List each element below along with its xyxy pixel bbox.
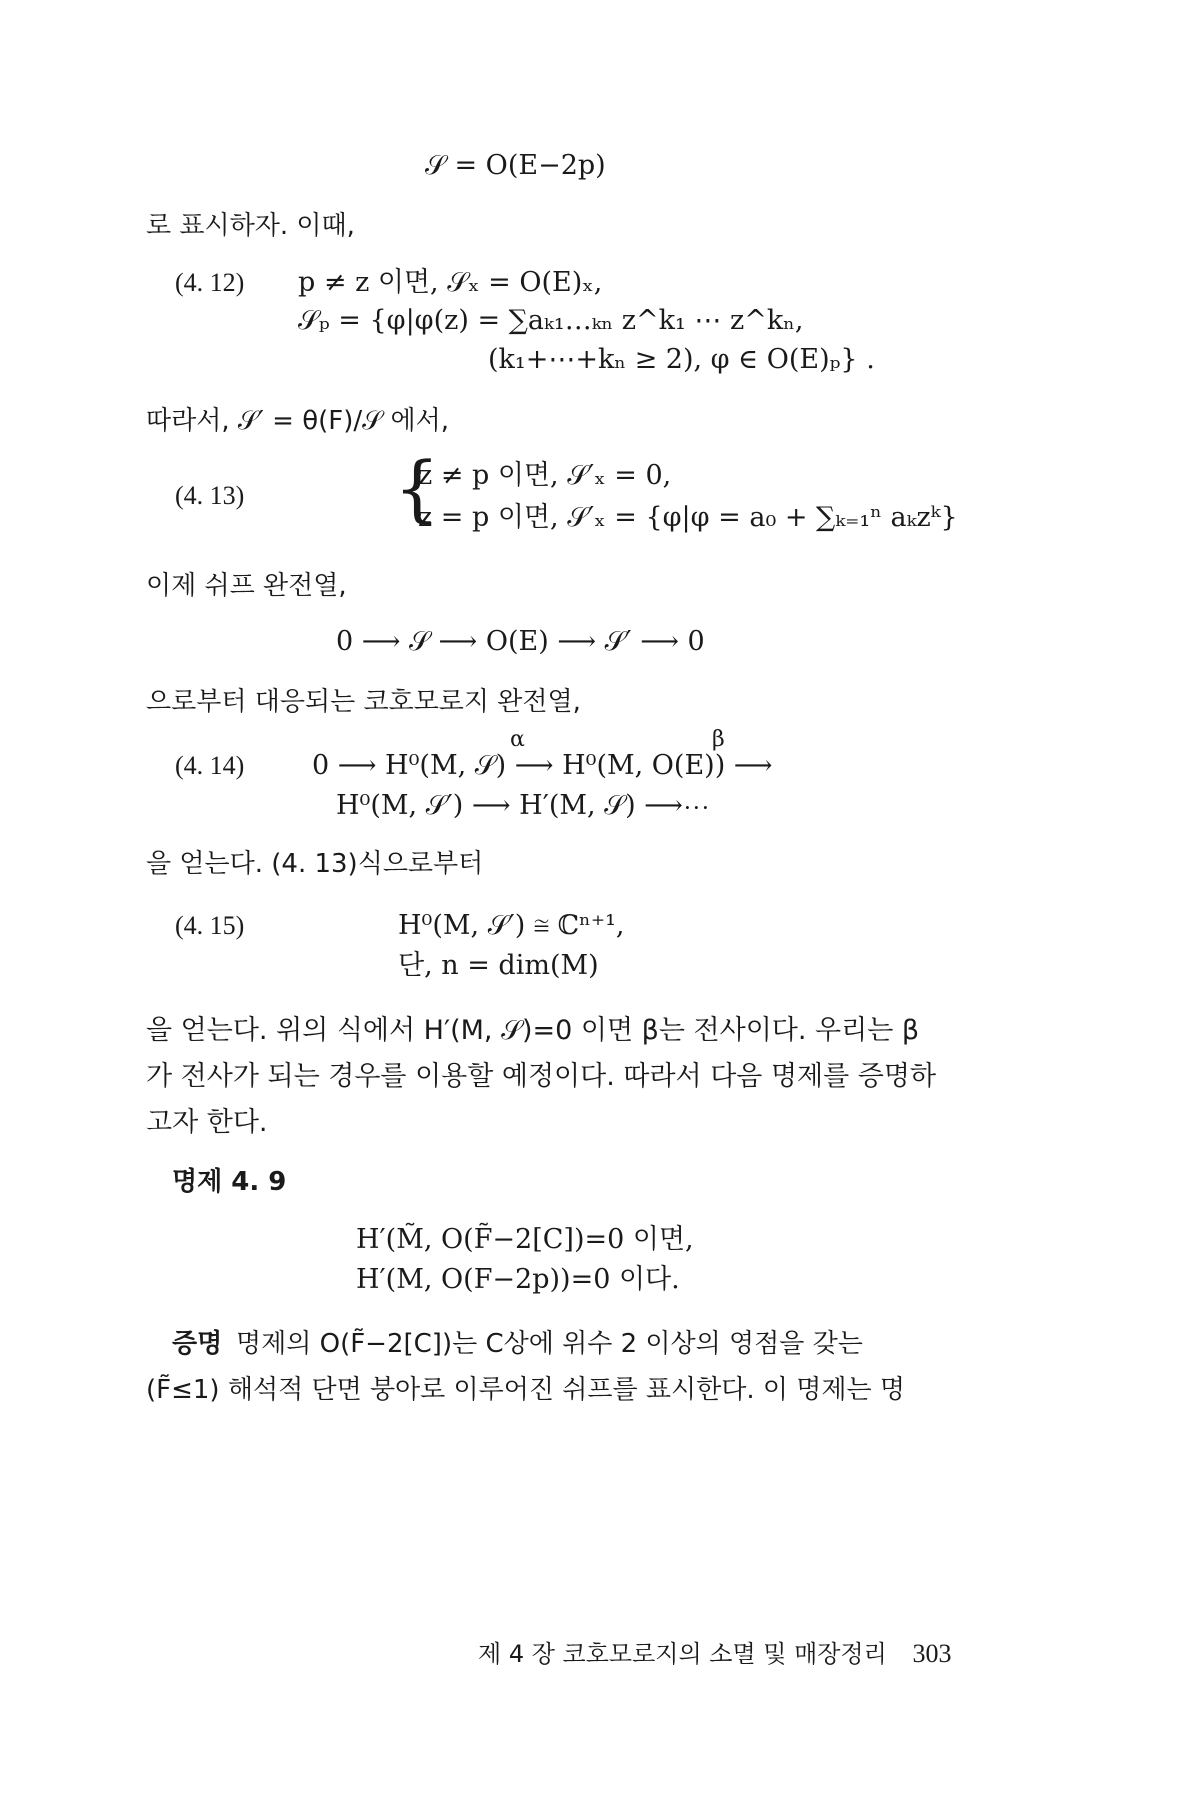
equation-line: z = p 이면, 𝒮′ₓ = {φ|φ = a₀ + ∑ₖ₌₁ⁿ aₖzᵏ} (418, 502, 958, 533)
paragraph (146, 1008, 1031, 1146)
equation-label: (4. 15) (175, 911, 245, 940)
equation-label: (4. 14) (175, 751, 245, 780)
proposition-line: H′(M̃, O(F̃−2[C])=0 이면, (356, 1224, 694, 1255)
equation-line: p ≠ z 이면, 𝒮ₓ = O(E)ₓ, (298, 267, 603, 298)
text-line: 이제 쉬프 완전열, (146, 571, 347, 601)
alpha-label: α (510, 727, 525, 752)
paragraph-line: 고자 한다. (146, 1107, 268, 1138)
equation-line: 단, n = dim(M) (398, 950, 599, 981)
page-footer (478, 1634, 951, 1669)
left-brace: { (394, 446, 440, 530)
proposition-line: H′(M, O(F−2p))=0 이다. (356, 1264, 680, 1295)
equation-line: z ≠ p 이면, 𝒮′ₓ = 0, (418, 460, 672, 491)
exact-sequence: 0 ⟶ 𝒮 ⟶ O(E) ⟶ 𝒮′ ⟶ 0 (336, 626, 705, 657)
text-line: 을 얻는다. (4. 13)식으로부터 (146, 849, 484, 879)
beta-label: β (712, 727, 725, 752)
proposition-heading: 명제 4. 9 (172, 1167, 287, 1197)
proof-label: 증명 (172, 1329, 223, 1359)
text-line: 으로부터 대응되는 코호모로지 완전열, (146, 687, 581, 717)
equation-line: (k₁+⋯+kₙ ≥ 2), φ ∈ O(E)ₚ} . (488, 344, 875, 375)
page-number: 303 (912, 1639, 952, 1668)
equation-line: H⁰(M, 𝒮′) ⟶ H′(M, 𝒮) ⟶⋯ (336, 790, 710, 821)
equation-line: 0 ⟶ H⁰(M, 𝒮) ⟶ H⁰(M, O(E)) ⟶ (312, 750, 773, 781)
equation-top: 𝒮 = O(E−2p) (425, 150, 606, 181)
equation-label: (4. 13) (175, 481, 245, 510)
text-line: 로 표시하자. 이때, (146, 211, 355, 241)
paragraph-line: 가 전사가 되는 경우를 이용할 예정이다. 따라서 다음 명제를 증명하 (146, 1061, 937, 1092)
equation-line: H⁰(M, 𝒮′) ≅ ℂⁿ⁺¹, (398, 910, 625, 941)
equation-label: (4. 12) (175, 268, 245, 297)
proof-line: 명제의 O(F̃−2[C])는 C상에 위수 2 이상의 영점을 갖는 (236, 1329, 863, 1359)
paragraph-line: 을 얻는다. 위의 식에서 H′(M, 𝒮)=0 이면 β는 전사이다. 우리는 β (146, 1015, 920, 1046)
equation-line: 𝒮ₚ = {φ|φ(z) = ∑aₖ₁…ₖₙ z^k₁ ⋯ z^kₙ, (298, 305, 804, 336)
text-line: 따라서, 𝒮′ = θ(F)/𝒮 에서, (146, 406, 450, 436)
chapter-title: 제 4 장 코호모로지의 소멸 및 매장정리 (478, 1640, 887, 1668)
proof-line: (F̃≤1) 해석적 단면 붕아로 이루어진 쉬프를 표시한다. 이 명제는 명 (146, 1375, 906, 1405)
